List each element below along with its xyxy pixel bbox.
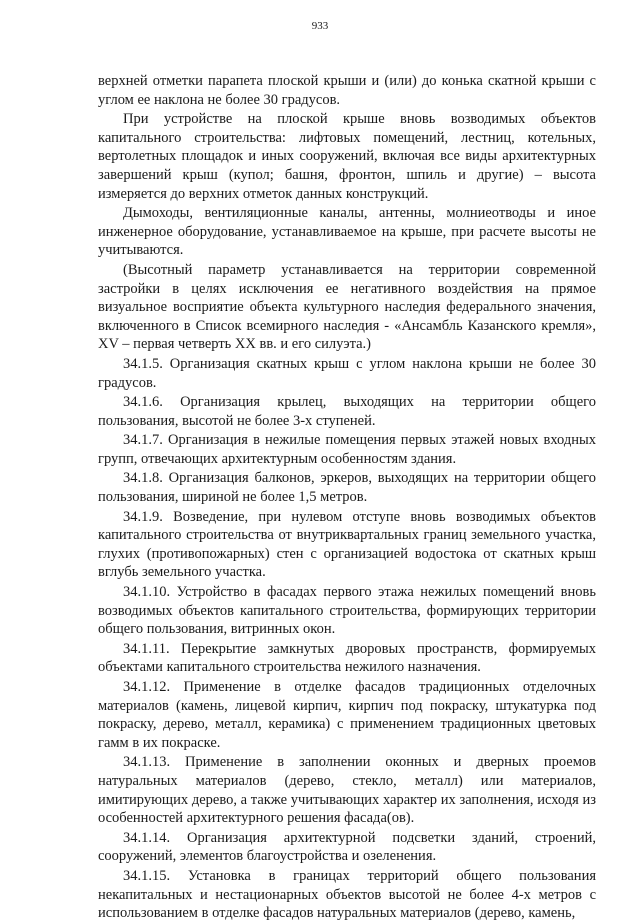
page-number: 933 bbox=[311, 20, 329, 32]
paragraph: 34.1.8. Организация балконов, эркеров, выходящих на территории общего пользования, шириной не более 1,5 метров. bbox=[98, 470, 596, 506]
paragraph: 34.1.9. Возведение, при нулевом отступе вновь возводимых объектов капитального строительства от внутриквартальных границ земельного участка, глухих (противопожарных) стен с организацией водостока от скатных крыш вглубь земельного участка. bbox=[98, 508, 596, 581]
paragraph: Дымоходы, вентиляционные каналы, антенны, молниеотводы и иное инженерное оборудование, устанавливаемое на крыше, при расчете высоты не учитываются. bbox=[98, 205, 596, 259]
paragraph: 34.1.10. Устройство в фасадах первого этажа нежилых помещений вновь возводимых объектов капитального строительства, формирующих территории общего пользования, витринных окон. bbox=[98, 584, 596, 638]
paragraph: 34.1.13. Применение в заполнении оконных и дверных проемов натуральных материалов (дерево, стекло, металл) или материалов, имитирующих дерево, а также учитывающих характер их заполнения, исходя из особенностей архитектурного решения фасада(ов). bbox=[98, 754, 596, 827]
paragraph: 34.1.12. Применение в отделке фасадов традиционных отделочных материалов (камень, лицевой кирпич, кирпич под покраску, штукатурка под покраску, дерево, металл, керамика) с применением традиционных цветовых гамм в их покраске. bbox=[98, 679, 596, 751]
paragraph: 34.1.14. Организация архитектурной подсветки зданий, строений, сооружений, элементов благоустройства и озеленения. bbox=[98, 829, 596, 865]
paragraph: При устройстве на плоской крыше вновь возводимых объектов капитального строительства: лифтовых помещений, лестниц, котельных, вертолетных площадок и иных сооружений, включая все виды архитектурных завершений крыш (купол; башня, фронтон, шпиль и другие) – высота измеряется до верхних отметок данных конструкций. bbox=[98, 111, 596, 202]
paragraph: 34.1.5. Организация скатных крыш с углом наклона крыши не более 30 градусов. bbox=[98, 355, 596, 391]
paragraph: 34.1.6. Организация крылец, выходящих на территории общего пользования, высотой не более 3-х ступеней. bbox=[98, 394, 596, 429]
paragraph: 34.1.15. Установка в границах территорий общего пользования некапитальных и нестационарных объектов высотой не более 4-х метров с использованием в отделке фасадов натуральных материалов (дерево, камень, bbox=[98, 867, 596, 922]
paragraph: (Высотный параметр устанавливается на территории современной застройки в целях исключения ее негативного воздействия на прямое визуальное восприятие объекта культурного наследия федерального значения, включенного в Список всемирного наследия - «Ансамбль Казанского кремля», XV – первая четверть XX вв. и его силуэта.) bbox=[98, 261, 596, 353]
paragraph: 34.1.7. Организация в нежилые помещения первых этажей новых входных групп, отвечающих архитектурным особенностям здания. bbox=[98, 432, 596, 467]
document-body bbox=[98, 72, 596, 924]
paragraph: 34.1.11. Перекрытие замкнутых дворовых пространств, формируемых объектами капитального строительства нежилого назначения. bbox=[98, 640, 596, 676]
paragraph: верхней отметки парапета плоской крыши и (или) до конька скатной крыши с углом ее наклона не более 30 градусов. bbox=[98, 73, 596, 108]
